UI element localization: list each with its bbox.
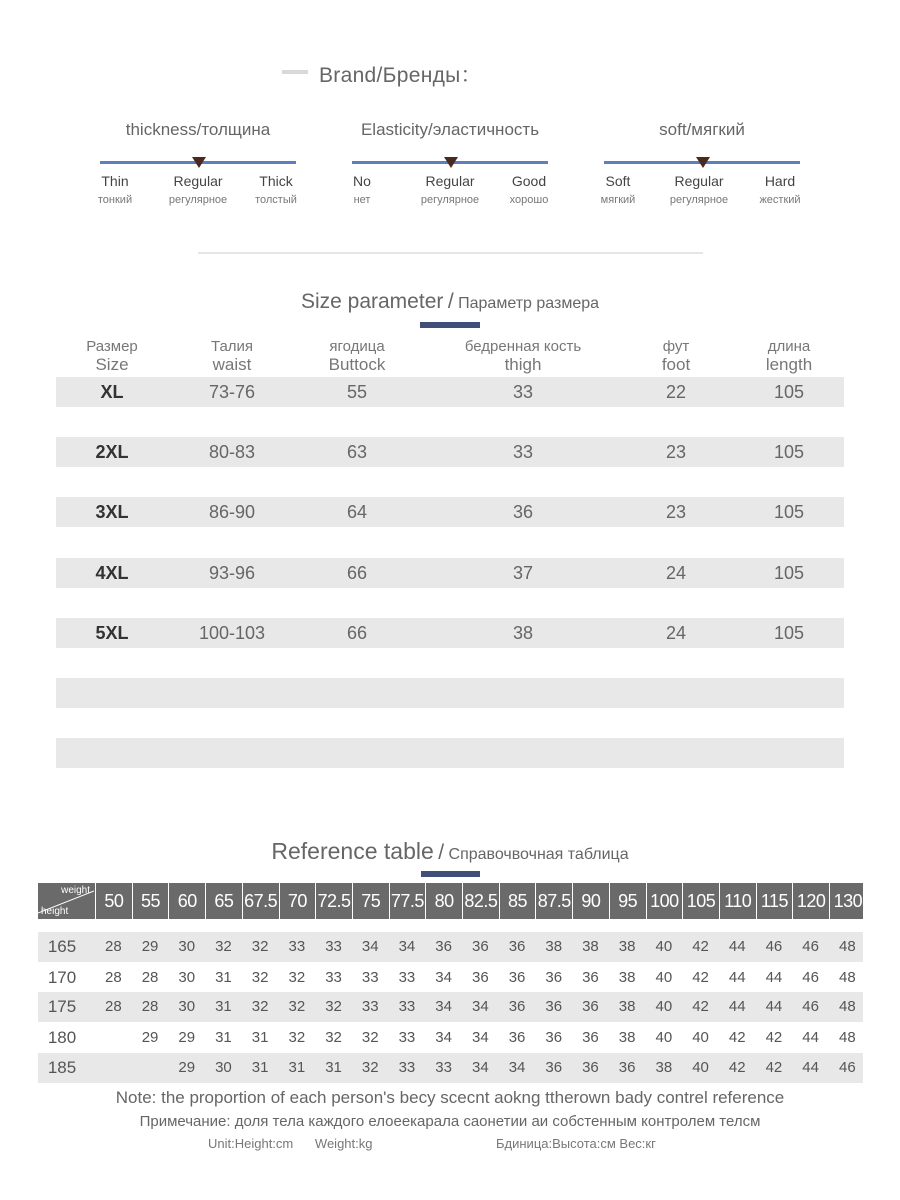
size-recommendation-cell: 44 (728, 969, 746, 986)
size-recommendation-cell: 30 (178, 969, 196, 986)
size-value (463, 678, 583, 708)
size-recommendation-cell: 34 (435, 969, 452, 986)
reference-table-row (38, 963, 863, 993)
size-recommendation-cell: 31 (325, 1059, 342, 1076)
size-value (616, 738, 736, 768)
scale-option: Thick толстый (255, 173, 297, 206)
size-column-header: фут foot (661, 338, 691, 374)
size-recommendation-cell: 30 (178, 998, 196, 1015)
scale-title: Elasticity/эластичность (360, 120, 540, 139)
size-value: 55 (346, 382, 368, 402)
weight-header-cell: 100 (646, 883, 683, 919)
size-recommendation-cell (95, 1053, 132, 1083)
size-table-row (56, 618, 844, 648)
size-recommendation-cell: 33 (398, 1059, 416, 1076)
section-accent-bar (420, 322, 480, 328)
size-recommendation-cell: 42 (692, 938, 709, 955)
size-recommendation-cell: 30 (178, 938, 196, 955)
size-value: 33 (512, 442, 534, 463)
size-recommendation-cell: 48 (839, 1029, 856, 1046)
size-recommendation-cell: 32 (251, 938, 269, 955)
size-recommendation-cell: 32 (251, 998, 269, 1015)
brand-dash (282, 70, 308, 74)
size-recommendation-cell: 36 (582, 1029, 599, 1046)
weight-header-cell: 120 (792, 883, 829, 919)
size-recommendation-cell: 48 (839, 969, 856, 986)
reference-table-row (38, 992, 863, 1022)
scale-marker-icon (444, 157, 458, 168)
size-recommendation-cell: 44 (728, 938, 746, 955)
size-recommendation-cell: 44 (765, 998, 783, 1015)
size-value: 93-96 (208, 562, 256, 583)
size-table-row (56, 437, 844, 467)
weight-header-cell: 50 (95, 883, 132, 919)
scale-option: No нет (353, 173, 371, 206)
size-recommendation-cell: 42 (728, 1029, 746, 1046)
size-value: 105 (773, 622, 805, 643)
size-value (729, 738, 849, 768)
size-recommendation-cell: 34 (472, 998, 489, 1015)
size-value: 66 (346, 562, 368, 583)
size-table-row (56, 497, 844, 527)
size-recommendation-cell: 32 (361, 1029, 379, 1046)
size-recommendation-cell: 40 (655, 969, 673, 986)
weight-header-cell: 87.5 (535, 883, 572, 919)
size-table-row (56, 738, 844, 768)
scale-option: Regular регулярное (420, 173, 480, 206)
size-recommendation-cell: 38 (618, 998, 636, 1015)
size-recommendation-cell: 34 (435, 1029, 452, 1046)
size-recommendation-cell: 28 (105, 998, 122, 1015)
size-value: 63 (346, 442, 368, 463)
reference-table-title: Reference table / Справочвочная таблица (271, 838, 629, 864)
size-recommendation-cell: 29 (178, 1059, 196, 1076)
size-recommendation-cell: 28 (141, 969, 159, 986)
height-label: 165 (47, 937, 77, 956)
divider (198, 252, 703, 254)
size-recommendation-cell: 32 (251, 969, 269, 986)
size-recommendation-cell: 32 (361, 1059, 379, 1076)
size-table-row (56, 558, 844, 588)
size-recommendation-cell: 34 (472, 1029, 489, 1046)
size-column-header: ягодица Buttock (328, 338, 386, 374)
weight-header-cell: 110 (719, 883, 756, 919)
size-value: 105 (773, 442, 805, 463)
size-value: 24 (665, 562, 687, 583)
size-recommendation-cell: 33 (325, 938, 342, 955)
size-value (297, 678, 417, 708)
size-recommendation-cell: 31 (215, 998, 232, 1015)
size-column-header: бедренная кость thigh (464, 338, 582, 374)
size-recommendation-cell: 40 (692, 1059, 709, 1076)
weight-header-cell: 77.5 (389, 883, 426, 919)
size-value: 80-83 (208, 442, 256, 463)
size-recommendation-cell: 36 (545, 969, 563, 986)
height-label: 175 (47, 997, 77, 1016)
weight-header-cell: 70 (279, 883, 316, 919)
scale-option: Regular регулярное (168, 173, 228, 206)
size-recommendation-cell: 42 (765, 1059, 783, 1076)
size-value (172, 678, 292, 708)
size-recommendation-cell: 33 (398, 969, 416, 986)
size-recommendation-cell: 36 (582, 1059, 599, 1076)
size-recommendation-cell: 46 (839, 1059, 856, 1076)
size-recommendation-cell: 40 (655, 938, 673, 955)
size-recommendation-cell: 33 (361, 969, 379, 986)
height-label: 170 (47, 968, 77, 987)
size-recommendation-cell: 32 (325, 1029, 342, 1046)
weight-header-cell: 80 (425, 883, 462, 919)
size-recommendation-cell: 38 (545, 938, 563, 955)
unit-note-en: Unit:Height:cm Weight:kg (208, 1136, 373, 1151)
size-recommendation-cell: 36 (508, 969, 526, 986)
size-recommendation-cell: 40 (692, 1029, 709, 1046)
size-column-header: Талия waist (210, 338, 254, 374)
size-recommendation-cell: 28 (141, 998, 159, 1015)
size-value: 36 (512, 502, 534, 523)
weight-header-cell: 67.5 (242, 883, 279, 919)
weight-header-cell: 85 (499, 883, 536, 919)
scale-title: thickness/толщина (125, 120, 271, 139)
size-label (52, 678, 172, 708)
note-ru: Примечание: доля тела каждого елоеекарала саонетии аи собстенным контролем телсм (139, 1113, 761, 1130)
reference-table-row (38, 1053, 863, 1083)
unit-note-ru: Бдиница:Высота:см Вес:кг (496, 1136, 656, 1151)
size-column-header: Размер Size (86, 338, 138, 374)
size-recommendation-cell: 31 (215, 969, 232, 986)
size-table-row (56, 377, 844, 407)
size-recommendation-cell: 33 (435, 1059, 452, 1076)
size-recommendation-cell: 48 (839, 998, 856, 1015)
size-recommendation-cell: 30 (215, 1059, 232, 1076)
scale-option: Hard жесткий (759, 173, 801, 206)
size-recommendation-cell: 31 (251, 1059, 269, 1076)
size-value (729, 678, 849, 708)
note-en: Note: the proportion of each person's becy scecnt aokng ttherown bady contrel reference (115, 1088, 785, 1107)
size-recommendation-cell: 44 (802, 1029, 819, 1046)
size-parameter-title: Size parameter / Параметр размера (300, 290, 600, 313)
size-recommendation-cell: 33 (288, 938, 306, 955)
size-value: 105 (773, 562, 805, 583)
size-recommendation-cell: 32 (288, 1029, 306, 1046)
size-recommendation-cell: 34 (435, 998, 452, 1015)
scale-marker-icon (192, 157, 206, 168)
size-value (172, 738, 292, 768)
weight-header-cell: 55 (132, 883, 169, 919)
size-recommendation-cell: 34 (361, 938, 379, 955)
weight-header-cell: 130 (829, 883, 866, 919)
size-value (616, 678, 736, 708)
size-recommendation-cell: 32 (215, 938, 232, 955)
size-recommendation-cell: 36 (472, 938, 489, 955)
size-recommendation-cell: 33 (398, 1029, 416, 1046)
size-recommendation-cell: 42 (728, 1059, 746, 1076)
size-recommendation-cell: 29 (141, 1029, 159, 1046)
size-value: 86-90 (208, 502, 256, 523)
size-recommendation-cell: 32 (288, 998, 306, 1015)
size-recommendation-cell: 36 (545, 1029, 563, 1046)
size-recommendation-cell: 38 (618, 1029, 636, 1046)
size-recommendation-cell: 36 (508, 1029, 526, 1046)
size-value: 22 (665, 382, 687, 402)
size-recommendation-cell: 31 (288, 1059, 306, 1076)
height-label: 185 (47, 1058, 77, 1077)
size-value: 64 (346, 502, 368, 523)
scale-marker-icon (696, 157, 710, 168)
size-label (52, 738, 172, 768)
corner-height-label: height (41, 906, 69, 917)
size-label: 3XL (95, 502, 129, 523)
size-value: 23 (665, 442, 687, 463)
size-recommendation-cell: 38 (655, 1059, 673, 1076)
weight-header-cell: 72.5 (315, 883, 352, 919)
size-recommendation-cell: 36 (472, 969, 489, 986)
size-value (463, 738, 583, 768)
size-recommendation-cell (95, 1023, 132, 1053)
size-recommendation-cell: 44 (765, 969, 783, 986)
size-label: 2XL (95, 442, 129, 463)
size-recommendation-cell: 40 (655, 998, 673, 1015)
height-label: 180 (47, 1028, 77, 1047)
size-value (297, 738, 417, 768)
size-recommendation-cell: 33 (361, 998, 379, 1015)
size-recommendation-cell: 32 (288, 969, 306, 986)
size-recommendation-cell: 46 (802, 998, 819, 1015)
size-recommendation-cell: 36 (545, 998, 563, 1015)
size-column-header: длина length (765, 338, 813, 374)
weight-header-cell: 90 (572, 883, 609, 919)
size-label: 5XL (95, 622, 129, 643)
size-recommendation-cell: 31 (215, 1029, 232, 1046)
header-corner (38, 883, 94, 919)
weight-header-cell: 115 (756, 883, 793, 919)
size-recommendation-cell: 34 (508, 1059, 526, 1076)
scale-option: Soft мягкий (600, 173, 636, 206)
size-table-row (56, 678, 844, 708)
size-label: 4XL (95, 562, 129, 583)
size-value: 66 (346, 622, 368, 643)
size-recommendation-cell: 29 (178, 1029, 196, 1046)
size-value: 23 (665, 502, 687, 523)
size-recommendation-cell: 31 (251, 1029, 269, 1046)
size-recommendation-cell: 33 (398, 998, 416, 1015)
corner-weight-label: weight (61, 885, 90, 896)
size-recommendation-cell: 42 (692, 998, 709, 1015)
size-recommendation-cell: 48 (839, 938, 856, 955)
size-value: 105 (773, 382, 805, 402)
weight-header-cell: 105 (682, 883, 719, 919)
size-recommendation-cell: 34 (398, 938, 416, 955)
size-recommendation-cell: 42 (692, 969, 709, 986)
brand-title: Brand/Бренды： (319, 64, 482, 87)
size-value: 37 (512, 562, 534, 583)
size-value: 73-76 (208, 382, 256, 402)
weight-header-cell: 95 (609, 883, 646, 919)
scale-option: Good хорошо (509, 173, 549, 206)
size-recommendation-cell: 36 (435, 938, 452, 955)
size-label: XL (100, 382, 124, 402)
size-recommendation-cell: 42 (765, 1029, 783, 1046)
size-recommendation-cell: 44 (802, 1059, 819, 1076)
size-recommendation-cell: 38 (618, 938, 636, 955)
size-recommendation-cell: 44 (728, 998, 746, 1015)
size-recommendation-cell: 36 (508, 938, 526, 955)
weight-header-cell: 65 (205, 883, 242, 919)
size-recommendation-cell: 34 (472, 1059, 489, 1076)
size-recommendation-cell: 28 (105, 938, 122, 955)
size-recommendation-cell: 36 (582, 998, 599, 1015)
size-recommendation-cell: 36 (545, 1059, 563, 1076)
size-recommendation-cell: 46 (802, 938, 819, 955)
size-recommendation-cell: 32 (325, 998, 342, 1015)
size-recommendation-cell: 36 (508, 998, 526, 1015)
scale-option: Thin тонкий (97, 173, 133, 206)
size-recommendation-cell: 46 (802, 969, 819, 986)
size-recommendation-cell: 36 (582, 969, 599, 986)
size-recommendation-cell: 33 (325, 969, 342, 986)
scale-title: soft/мягкий (659, 120, 745, 139)
size-value: 33 (512, 382, 534, 402)
size-recommendation-cell: 28 (105, 969, 122, 986)
size-value: 100-103 (198, 622, 266, 643)
section-accent-bar (421, 871, 480, 877)
size-recommendation-cell: 29 (141, 938, 159, 955)
size-recommendation-cell (132, 1053, 169, 1083)
reference-table-row (38, 1023, 863, 1053)
weight-header-cell: 75 (352, 883, 389, 919)
reference-table-header (38, 883, 863, 919)
size-recommendation-cell: 38 (618, 969, 636, 986)
reference-table-row (38, 932, 863, 962)
scale-option: Regular регулярное (669, 173, 729, 206)
size-value: 38 (512, 622, 534, 643)
size-recommendation-cell: 40 (655, 1029, 673, 1046)
weight-header-cell: 60 (168, 883, 205, 919)
size-value: 105 (773, 502, 805, 523)
size-recommendation-cell: 38 (582, 938, 599, 955)
weight-header-cell: 82.5 (462, 883, 499, 919)
size-recommendation-cell: 36 (618, 1059, 636, 1076)
size-recommendation-cell: 46 (765, 938, 783, 955)
size-value: 24 (665, 622, 687, 643)
